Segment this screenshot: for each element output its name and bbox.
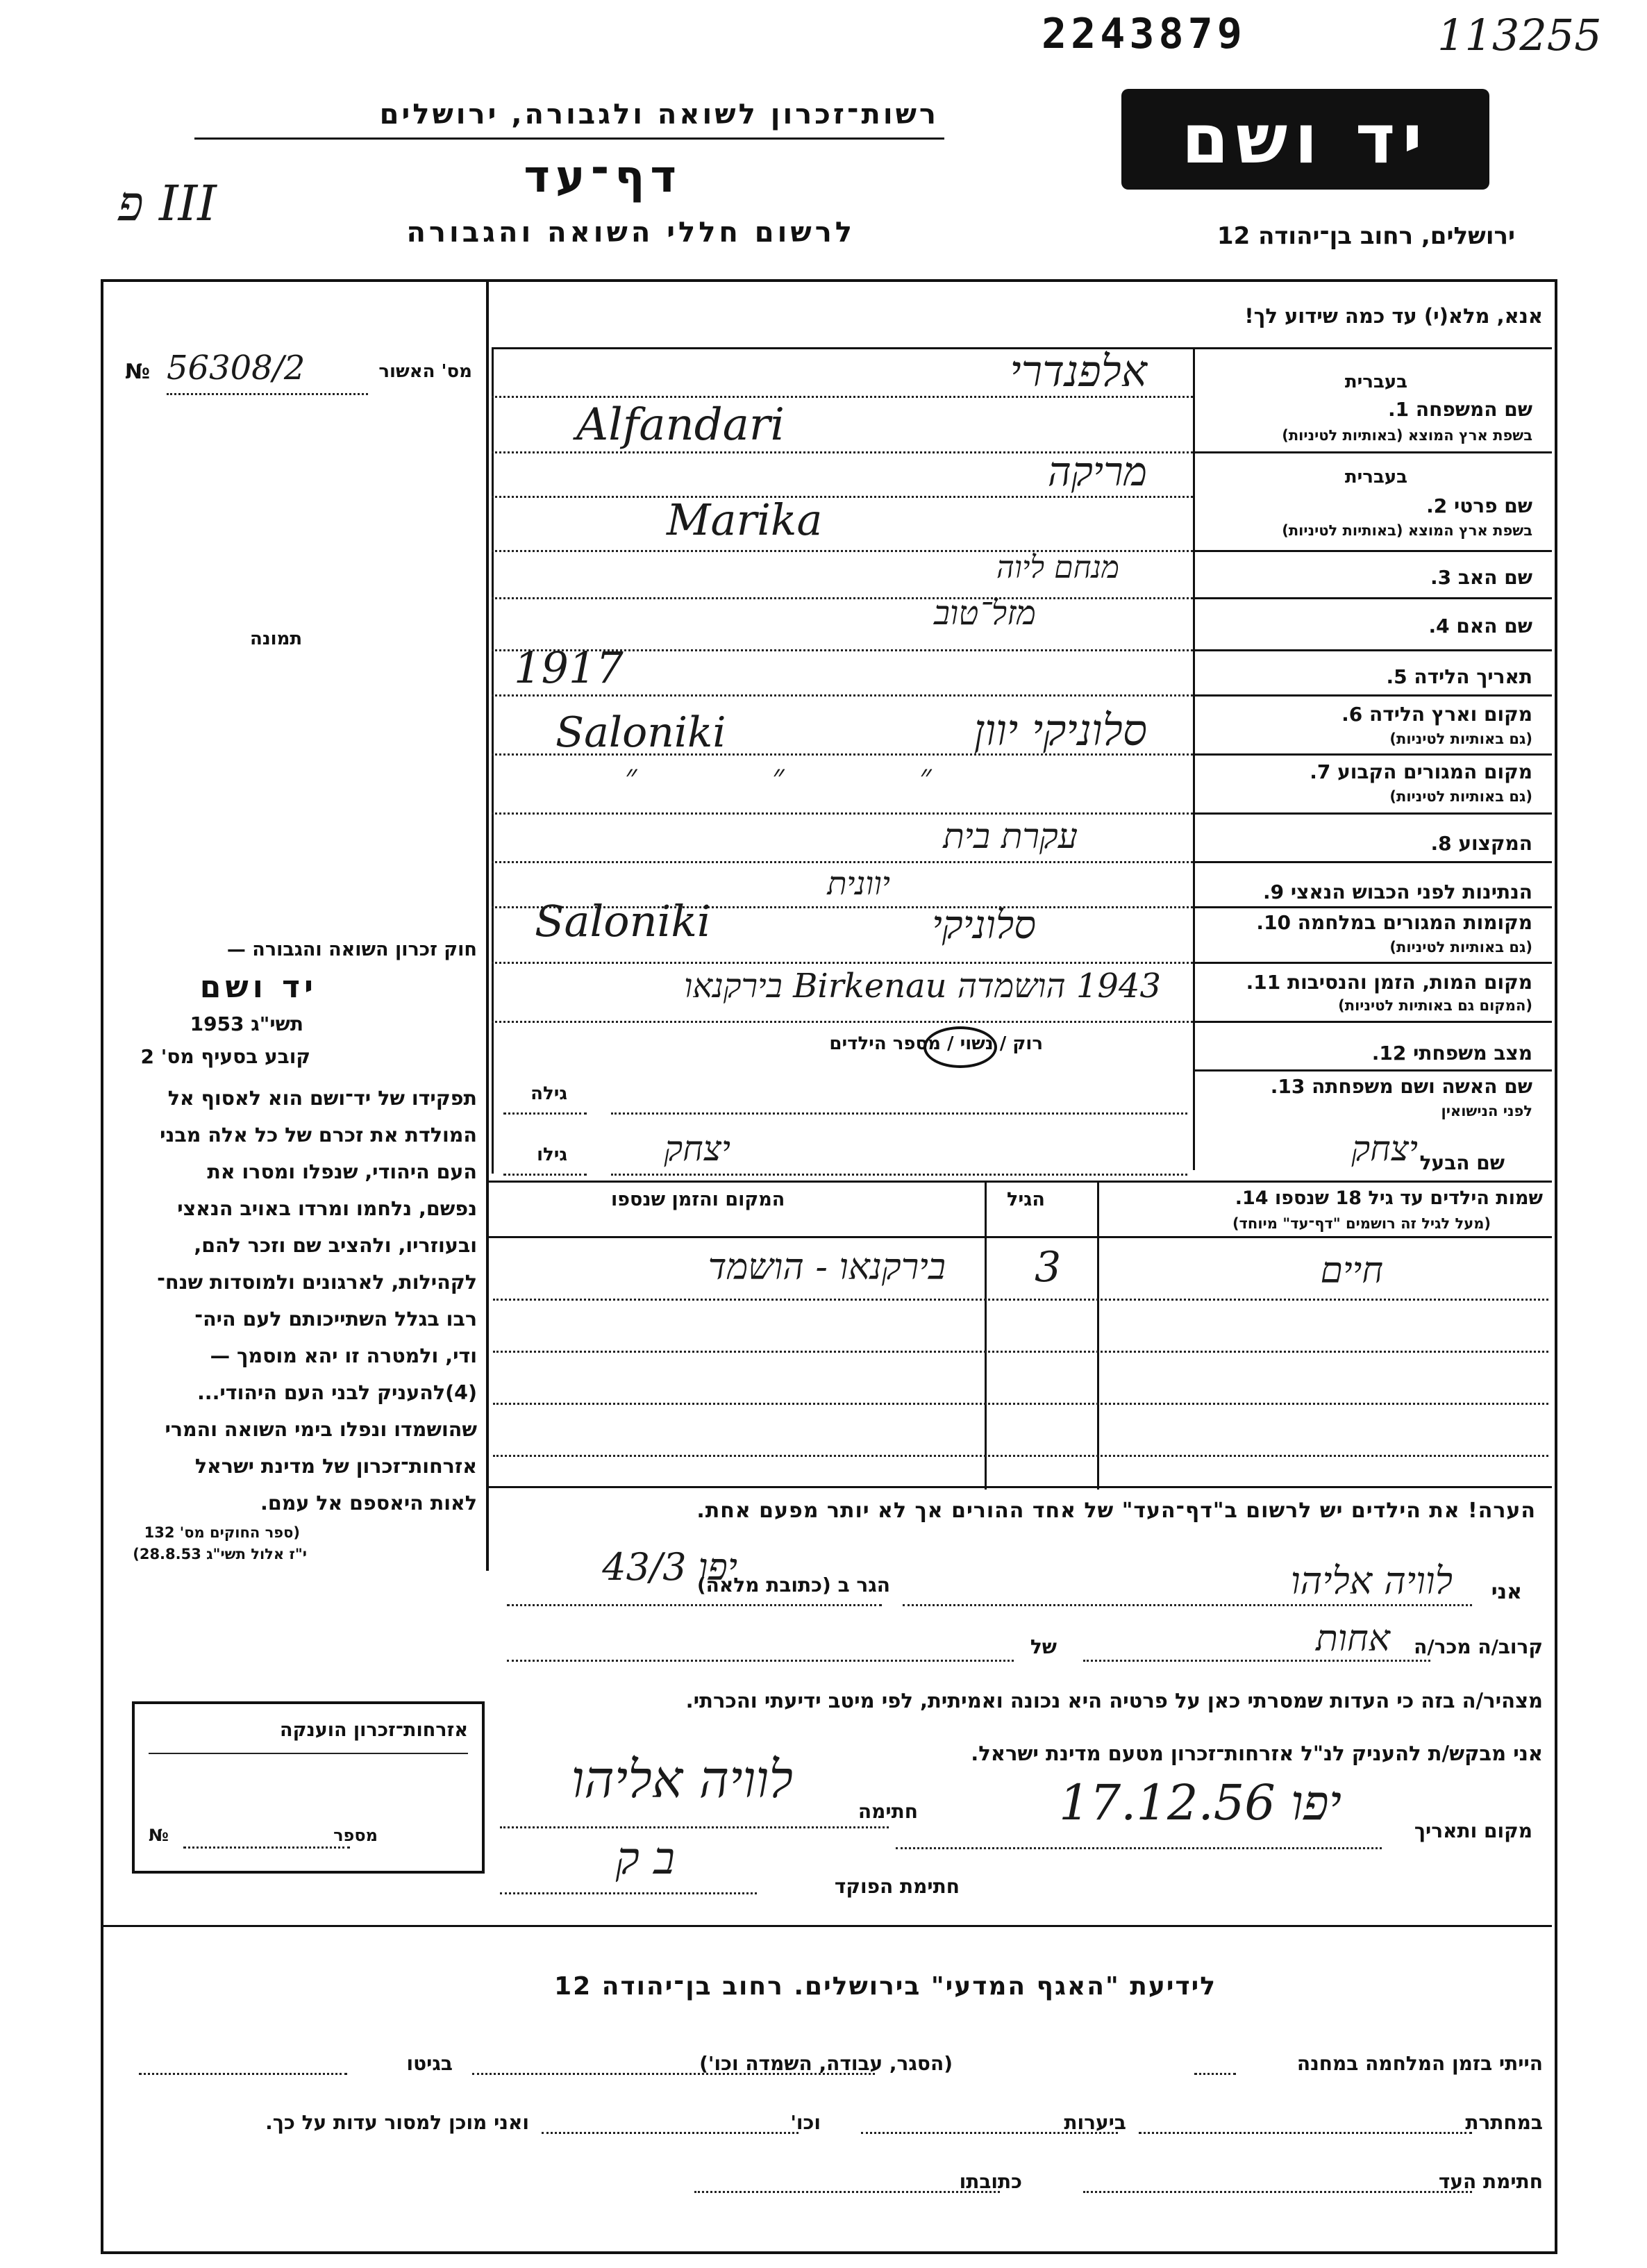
field-label: תאריך הלידה 5. — [1386, 665, 1532, 688]
footer-line1-c: בגיטו — [406, 2052, 453, 2075]
address: ירושלים, רחוב בן־יהודה 12 — [1217, 222, 1515, 250]
field-value-latin: Saloniki — [535, 896, 711, 947]
children-col-age: הגיל — [1007, 1189, 1045, 1210]
field-value-latin: Saloniki — [555, 708, 726, 757]
field-label: מקום וארץ הלידה 6. — [1341, 703, 1532, 726]
photo-label: תמונה — [250, 628, 303, 649]
children-col-place: המקום והזמן שנספו — [611, 1189, 785, 1210]
form-subtitle: לרשום חללי השואה והגבורה — [406, 217, 855, 249]
footer-line3-b: כתובתו — [959, 2170, 1022, 2193]
citizenship-number-label: מספר — [333, 1826, 378, 1845]
field-label: מקום המגורים הקבוע 7. — [1310, 760, 1532, 783]
field-tag: בעברית — [1344, 372, 1407, 392]
child-age: 3 — [1035, 1243, 1062, 1292]
law-line: לאות היאספם אל עמם. — [260, 1492, 477, 1515]
place-date-value: יפו 17.12.56 — [1059, 1774, 1341, 1831]
citizenship-symbol: № — [149, 1826, 169, 1845]
yad-vashem-logo — [1121, 89, 1489, 190]
field-value-hebrew: סלוניקי יוון — [973, 705, 1147, 756]
field-label: שם האשה ושם משפחתה 13. — [1270, 1075, 1532, 1098]
official-value: ב ק — [615, 1833, 675, 1885]
law-line: לקהילות, לארגונים ולמוסדות שנח־ — [157, 1271, 477, 1294]
field-label: מקומות המגורים במלחמה 10. — [1256, 911, 1532, 934]
citizenship-title: אזרחות־זכרון הוענקה — [280, 1719, 468, 1741]
law-line: נפשם, נלחמו ומרדו באויב הנאצי — [177, 1197, 477, 1220]
relative-label: קרוב/ה מכר/ה — [1414, 1635, 1543, 1658]
registration-value: 56308/2 — [167, 349, 306, 387]
field-label: שם האב 3. — [1430, 566, 1532, 589]
field-value-hebrew: סלוניקי — [932, 903, 1036, 948]
signature-label: חתימה — [858, 1800, 918, 1823]
field-label: הנתינות לפני הכבוש הנאצי 9. — [1263, 881, 1532, 903]
law-text — [102, 1080, 477, 1521]
law-year: תשי"ג 1953 — [190, 1012, 303, 1035]
resides-label: הגר ב (כתובת מלאה) — [696, 1574, 890, 1596]
husband-label: שם הבעל — [1419, 1151, 1505, 1174]
footer-line2-b: ביערות — [1064, 2111, 1126, 2134]
field-value-hebrew: אלפנדרי — [1010, 346, 1147, 397]
law-ref-1: (ספר החוקים מס' 132 — [144, 1524, 300, 1541]
witness-ani: אני — [1491, 1580, 1522, 1604]
husband-name-copy: יצחק — [664, 1128, 730, 1169]
registration-symbol: № — [125, 360, 151, 384]
registration-row — [125, 349, 472, 396]
children-label: שמות הילדים עד גיל 18 שנספו 14. — [1235, 1187, 1543, 1209]
child-name: חיים — [1320, 1250, 1383, 1292]
field-label: המקצוע 8. — [1430, 832, 1532, 855]
field-value-hebrew: מריקה — [1047, 448, 1147, 495]
law-line: העם היהודי, שנפלו ומסרו את — [207, 1160, 477, 1183]
law-line: ודי, ולמטרה זו יהא מוסמך — — [210, 1344, 477, 1367]
intro: אנא, מלא(י) עד כמה שידוע לך! — [1244, 304, 1543, 328]
marital-options: רוק / נשוי / מספר הילדים — [829, 1033, 1043, 1054]
field-value: יוונית — [827, 865, 890, 902]
footer-line2-a: במחתרת — [1465, 2111, 1543, 2134]
corner-number: 113255 — [1437, 10, 1602, 60]
field-value-latin: Marika — [667, 494, 823, 545]
law-line: המולדת את זכרם של כל אלה מבני — [160, 1124, 477, 1146]
note: הערה! את הילדים יש לרשום ב"דף־העד" של אחד ההורים אך לא יותר מפעם אחת. — [696, 1499, 1536, 1523]
law-line: ובעוזריו, ולהציב שם וזכר להם, — [194, 1234, 477, 1257]
of-label: של — [1030, 1635, 1057, 1658]
declaration: מצהיר/ה בזה כי העדות שמסרתי כאן על פרטיה היא נכונה ואמיתית, לפי מיטב ידיעתי והכרתי. — [685, 1689, 1543, 1712]
child-place: בירקנאו - הושמד — [708, 1246, 946, 1288]
law-title: חוק זכרון השואה והגבורה — — [226, 939, 477, 960]
witness-address: יפו 43/3 — [602, 1545, 737, 1589]
footer-line1-a: הייתי בזמן המלחמה במחנה — [1296, 2052, 1543, 2075]
relative-value: אחות — [1316, 1618, 1390, 1660]
footer-line3-a: חתימת העד — [1438, 2170, 1543, 2193]
field-sub: לפני הנישואין — [1441, 1103, 1532, 1119]
field-value: 1943 הושמדה Birkenau בירקנאו — [684, 967, 1161, 1006]
field-label: מצב משפחתי 12. — [1371, 1042, 1532, 1065]
law-section: קובע בסעיף מס' 2 — [140, 1045, 310, 1068]
field-label: שם האם 4. — [1428, 615, 1532, 637]
husband-name: יצחק — [1351, 1128, 1418, 1169]
law-line: תפקידו של יד־ושם הוא לאסוף אל — [167, 1087, 477, 1110]
field-sub: (גם באותיות לטיניות) — [1389, 731, 1532, 747]
footer-line1-b: (הסגר, עבודה, השמדה וכו') — [699, 2052, 953, 2075]
children-sub: (מעל לגיל זה רושמים "דף־עד" מיוחד) — [1232, 1215, 1491, 1232]
law-ref-2: י"ז אלול תשי"ג 28.8.53) — [133, 1546, 307, 1562]
request: אני מבקש/ת להעניק לנ"ל אזרחות־זכרון מטעם מדינת ישראל. — [971, 1742, 1543, 1765]
field-sub: (גם באותיות לטיניות) — [1389, 939, 1532, 956]
field-sub: בשפת ארץ המוצא (באותיות לטיניות) — [1282, 522, 1532, 539]
margin-mark: פ III — [118, 175, 217, 232]
field-value: מנחם ליוה — [996, 550, 1119, 585]
field-sub: (גם באותיות לטיניות) — [1389, 788, 1532, 805]
field-label: מקום המות, הזמן והנסיבות 11. — [1246, 971, 1532, 994]
signature-value: לוויה אליהו — [571, 1750, 793, 1810]
field-label: שם פרטי 2. — [1426, 494, 1532, 517]
wife-age-label: גילה — [530, 1083, 567, 1104]
form-title: דף־עד — [524, 151, 682, 203]
law-line: שהושמדו ונפלו בימי השואה והמרי — [165, 1418, 477, 1441]
law-line: רבו בגלל השתייכותם לעם היה־ — [194, 1308, 477, 1331]
witness-name: לוויה אליהו — [1290, 1559, 1453, 1603]
field-sub: (המקום גם באותיות לטיניות) — [1338, 997, 1532, 1014]
marital-circle — [923, 1026, 997, 1068]
record-number: 2243879 — [1042, 10, 1246, 58]
law-line: (4)להעניק לבני העם היהודי... — [197, 1381, 477, 1404]
official-label: חתימת הפוקד — [834, 1875, 960, 1898]
field-value: 1917 — [514, 642, 624, 693]
field-tag: בעברית — [1344, 467, 1407, 487]
registration-label: מס' האשור — [378, 361, 472, 382]
law-line: אזרחות־זכרון של מדינת ישראל — [194, 1455, 477, 1478]
field-value: ״ ״ ״ — [625, 757, 932, 794]
field-label: שם המשפחה 1. — [1388, 398, 1532, 421]
place-date-label: מקום ותאריך — [1414, 1819, 1532, 1842]
law-name: יד ושם — [199, 969, 317, 1005]
field-value: עקרת בית — [943, 816, 1078, 856]
footer-line2-d: ואני מוכן למסור עדות על כך. — [265, 2111, 529, 2134]
org-line: רשות־זכרון לשואה ולגבורה, ירושלים — [379, 99, 939, 131]
husband-age-label: גילו — [537, 1144, 567, 1165]
field-value-latin: Alfandari — [576, 399, 785, 451]
footer-title: לידיעת "האגף המדעי" בירושלים. רחוב בן־יהודה 12 — [554, 1972, 1217, 2001]
field-sub: בשפת ארץ המוצא (באותיות לטיניות) — [1282, 427, 1532, 444]
footer-line2-c: וכו' — [790, 2111, 821, 2134]
field-value: מזל־טוב — [933, 594, 1036, 633]
logo-text: יד ושם — [1181, 99, 1430, 179]
citizenship-box — [132, 1701, 485, 1874]
